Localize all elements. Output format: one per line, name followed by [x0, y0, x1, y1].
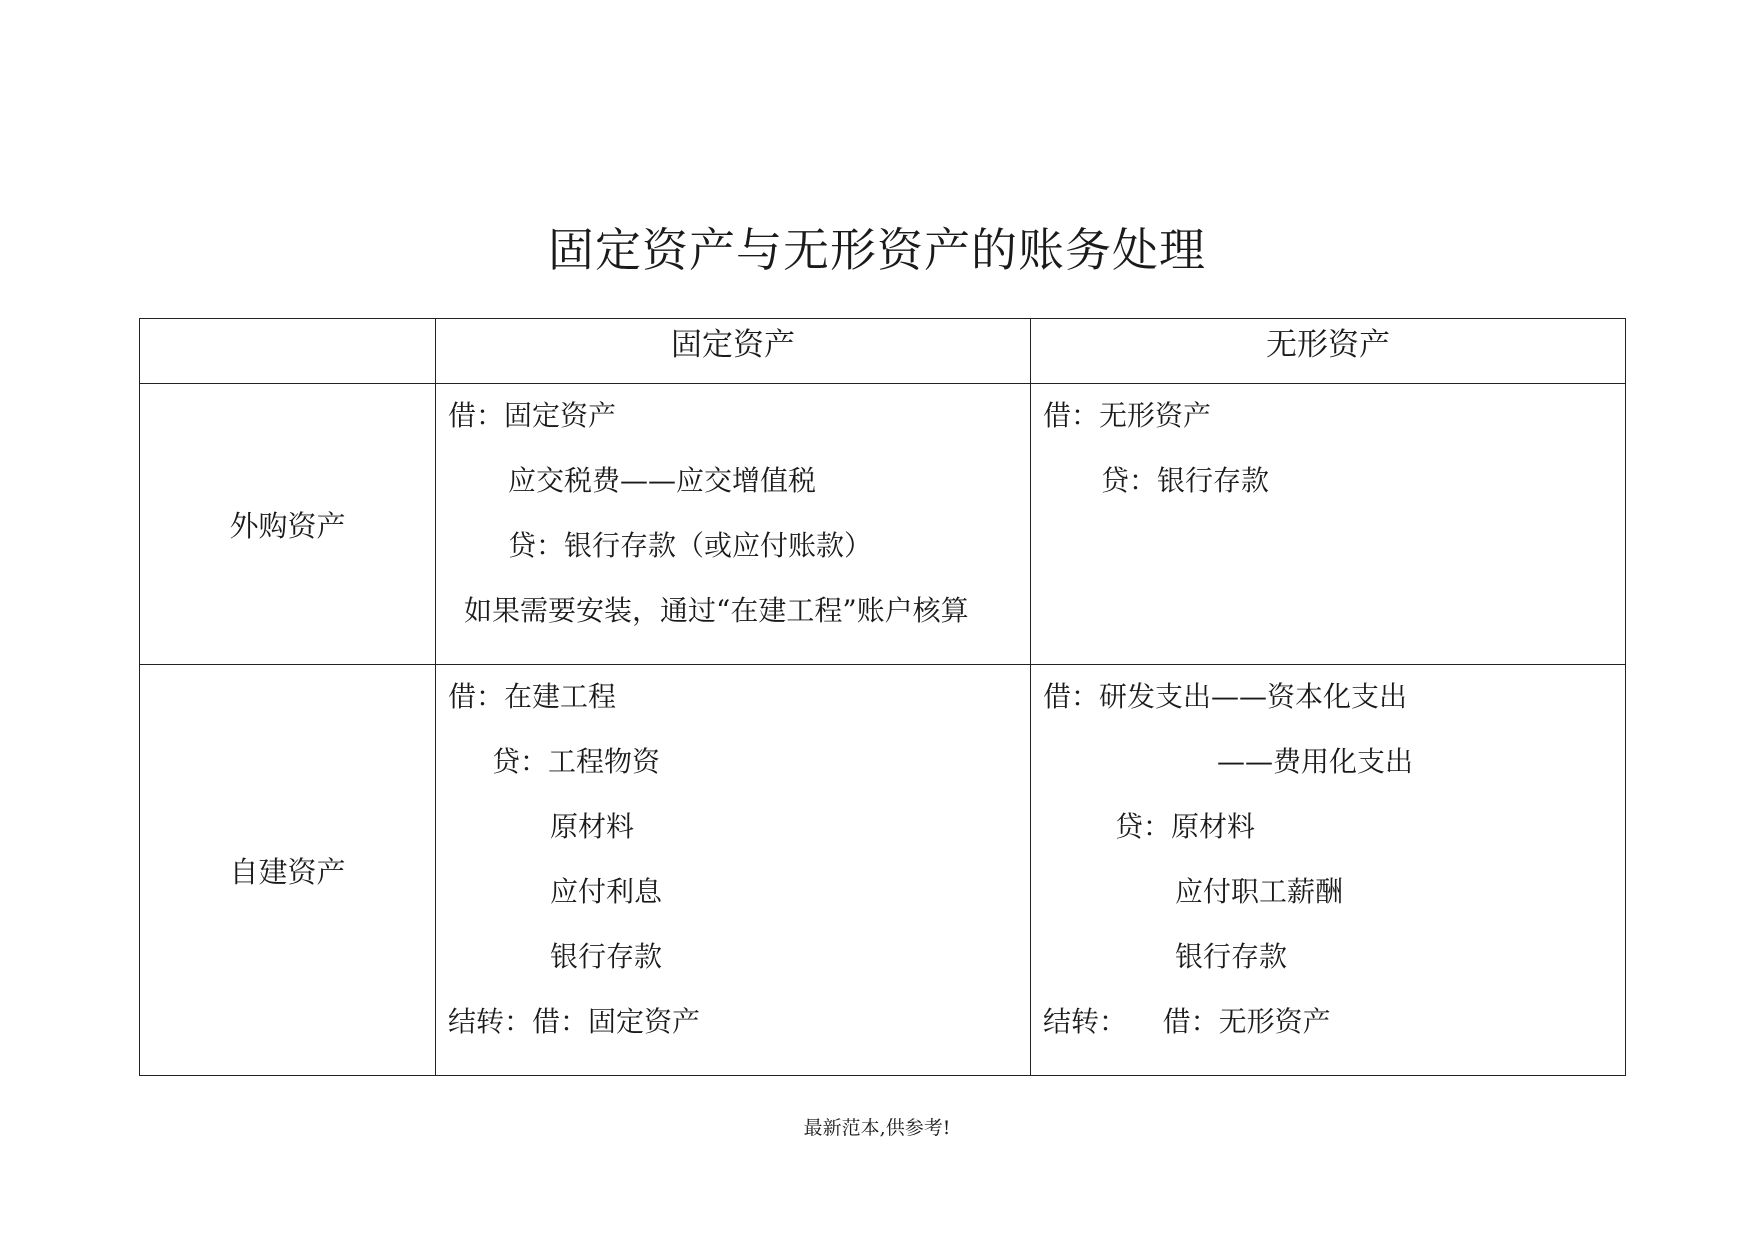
entry-line: 借：研发支出——资本化支出: [1043, 680, 1408, 713]
footer-note: 最新范本,供参考!: [803, 1117, 951, 1139]
entry-line: 原材料: [550, 810, 635, 843]
entry-line: 贷：银行存款: [1101, 464, 1270, 497]
entry-line: 贷：原材料: [1115, 810, 1256, 843]
entry-line: 借：在建工程: [448, 680, 617, 713]
purchased-intangible-cell: [1031, 384, 1626, 665]
entry-line: 应交税费——应交增值税: [508, 464, 817, 497]
table-header-row: [140, 319, 1626, 384]
header-fixed-assets: 固定资产: [436, 319, 1031, 384]
table-row-self-built: [140, 665, 1626, 1076]
document-title: 固定资产与无形资产的账务处理: [548, 223, 1206, 277]
header-corner-cell: [140, 319, 436, 384]
entry-line: 应付职工薪酬: [1175, 875, 1344, 908]
row-label-self-built: 自建资产: [140, 665, 436, 1076]
entry-note: 如果需要安装，通过“在建工程”账户核算: [464, 594, 969, 627]
entry-line: ——费用化支出: [1217, 745, 1414, 778]
accounting-table: [139, 318, 1626, 1076]
entry-line: 银行存款: [1175, 940, 1288, 973]
purchased-fixed-cell: [436, 384, 1031, 665]
entry-line: 应付利息: [550, 875, 663, 908]
self-built-fixed-cell: [436, 665, 1031, 1076]
entry-line: 银行存款: [550, 940, 663, 973]
entry-line: 借：无形资产: [1043, 399, 1212, 432]
entry-line: 借：固定资产: [448, 399, 617, 432]
entry-line: 贷：银行存款（或应付账款）: [508, 529, 873, 562]
entry-line: 结转：借：固定资产: [448, 1005, 701, 1038]
self-built-intangible-cell: [1031, 665, 1626, 1076]
header-intangible-assets: 无形资产: [1031, 319, 1626, 384]
entry-line: 贷：工程物资: [492, 745, 661, 778]
entry-line: 结转： 借：无形资产: [1043, 1005, 1331, 1038]
table-row-purchased: [140, 384, 1626, 665]
row-label-purchased: 外购资产: [140, 384, 436, 665]
